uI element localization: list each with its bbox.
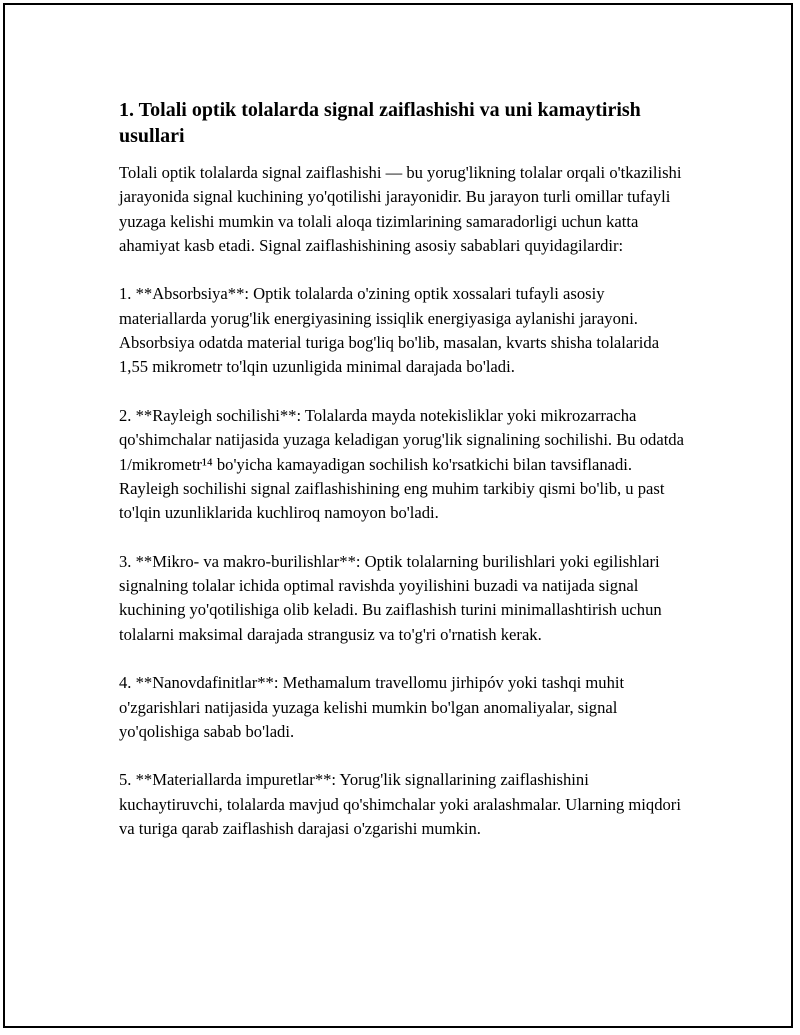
page-frame: [3, 3, 793, 1028]
list-item-impuretlar: 5. **Materiallarda impuretlar**: Yorug'lik signallarining zaiflashishini kuchaytiruvchi, tolalarda mavjud qo'shimchalar yoki aralashmalar. Ularning miqdori va turiga qarab zaiflashish darajasi o'zgarishi mumkin.: [119, 770, 681, 839]
document-title: 1. Tolali optik tolalarda signal zaiflashishi va uni kamaytirish usullari: [119, 99, 641, 147]
list-item-burilishlar: 3. **Mikro- va makro-burilishlar**: Optik tolalarning burilishlari yoki egilishlari signalning tolalar ichida optimal ravishda yoyilishini buzadi va natijada signal kuchining yo'qotilishiga olib keladi. Bu zaiflashish turini minimallashtirish uchun tolalarni maksimal darajada strangusiz va to'g'ri o'rnatish kerak.: [119, 551, 662, 644]
intro-paragraph: Tolali optik tolalarda signal zaiflashishi — bu yorug'likning tolalar orqali o'tkazilishi jarayonida signal kuchining yo'qotilishi jarayonidir. Bu jarayon turli omillar tufayli yuzaga kelishi mumkin va tolali aloqa tizimlarining samaradorligi uchun katta ahamiyat kasb etadi. Signal zaiflashishining asosiy sabablari quyidagilardir:: [119, 163, 682, 255]
document-body: [119, 97, 689, 866]
list-item-rayleigh: 2. **Rayleigh sochilishi**: Tolalarda mayda notekisliklar yoki mikrozarracha qo'shimchalar natijasida yuzaga keladigan yorug'lik signalining sochilishi. Bu odatda 1/mikrometr¹⁴ bo'yicha kamayadigan sochilish ko'rsatkichi bilan tavsiflanadi. Rayleigh sochilishi signal zaiflashishining eng muhim tarkibiy qismi bo'lib, u past to'lqin uzunliklarida kuchliroq namoyon bo'ladi.: [119, 405, 684, 523]
list-item-nanovdafinitlar: 4. **Nanovdafinitlar**: Methamalum travellomu jirhipóv yoki tashqi muhit o'zgarishlari natijasida yuzaga kelishi mumkin bo'lgan anomaliyalar, signal yo'qolishiga sabab bo'ladi.: [119, 673, 625, 741]
list-item-absorbsiya: 1. **Absorbsiya**: Optik tolalarda o'zining optik xossalari tufayli asosiy materiallarda yorug'lik energiyasining issiqlik energiyasiga aylanishi jarayoni. Absorbsiya odatda material turiga bog'liq bo'lib, masalan, kvarts shisha tolalarida 1,55 mikrometr to'lqin uzunligida minimal darajada bo'ladi.: [119, 284, 660, 377]
